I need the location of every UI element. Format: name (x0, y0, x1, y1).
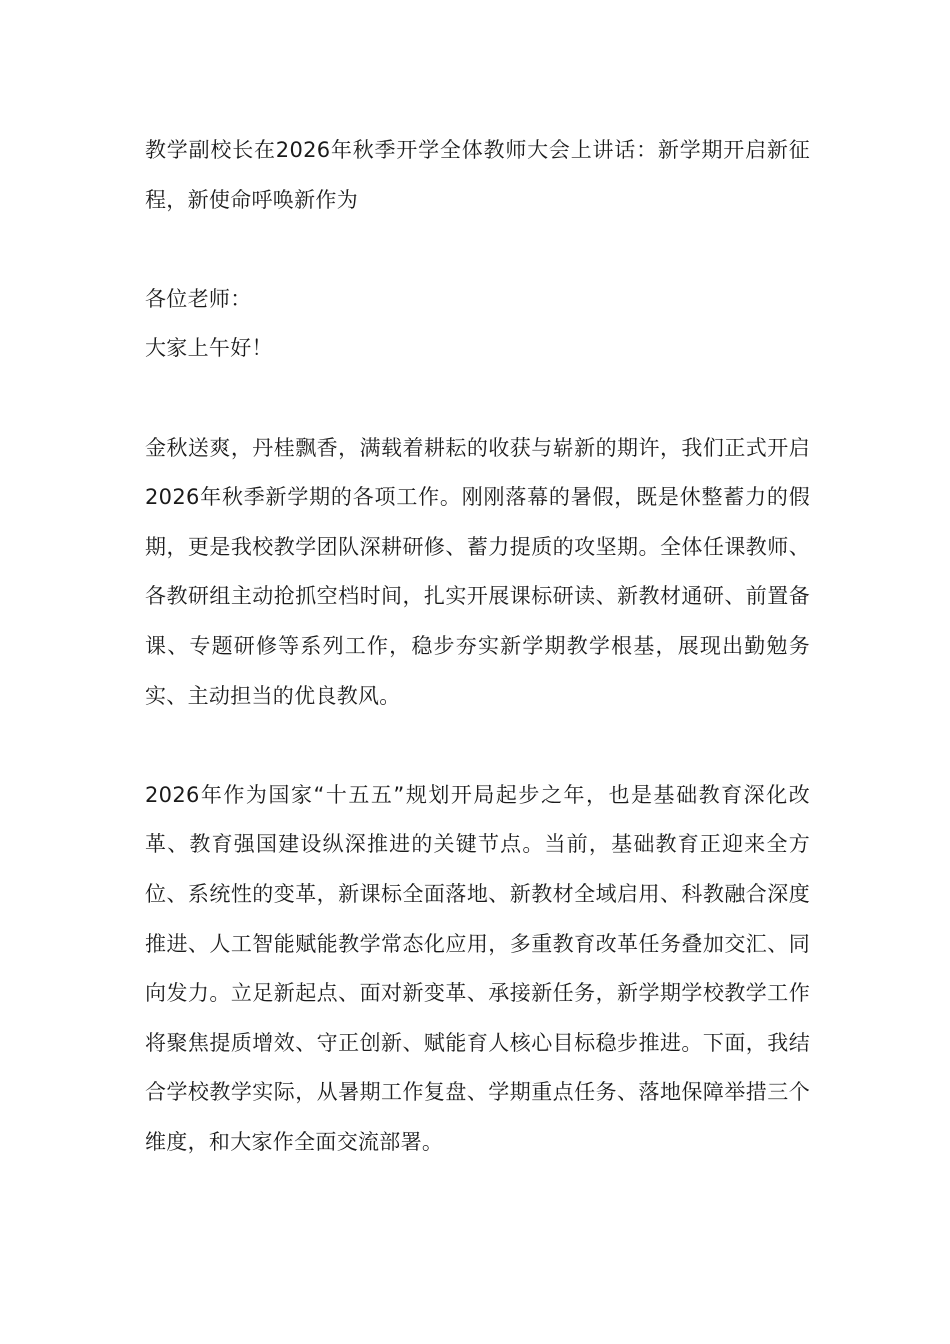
greeting: 大家上午好！ (145, 336, 273, 361)
spacer (145, 374, 810, 424)
paragraph-2: 2026年作为国家“十五五”规划开局起步之年，也是基础教育深化改革、教育强国建设纵深推进的关键节点。当前，基础教育正迎来全方位、系统性的变革，新课标全面落地、新教材全域启用、科教融合深度推进、人工智能赋能教学常态化应用，多重教育改革任务叠加交汇、同向发力。立足新起点、面对新变革、承接新任务，新学期学校教学工作将聚焦提质增效、守正创新、赋能育人核心目标稳步推进。下面，我结合学校教学实际，从暑期工作复盘、学期重点任务、落地保障举措三个维度，和大家作全面交流部署。 (145, 782, 810, 1154)
document-body (145, 126, 810, 1167)
salutation: 各位老师： (145, 286, 252, 311)
paragraph-1: 金秋送爽，丹桂飘香，满载着耕耘的收获与崭新的期许，我们正式开启2026年秋季新学期的各项工作。刚刚落幕的暑假，既是休整蓄力的假期，更是我校教学团队深耕研修、蓄力提质的攻坚期。全体任课教师、各教研组主动抢抓空档时间，扎实开展课标研读、新教材通研、前置备课、专题研修等系列工作，稳步夯实新学期教学根基，展现出勤勉务实、主动担当的优良教风。 (145, 435, 810, 708)
spacer (145, 225, 810, 275)
spacer (145, 721, 810, 771)
document-title: 教学副校长在2026年秋季开学全体教师大会上讲话：新学期开启新征程，新使命呼唤新作为 (145, 138, 810, 212)
